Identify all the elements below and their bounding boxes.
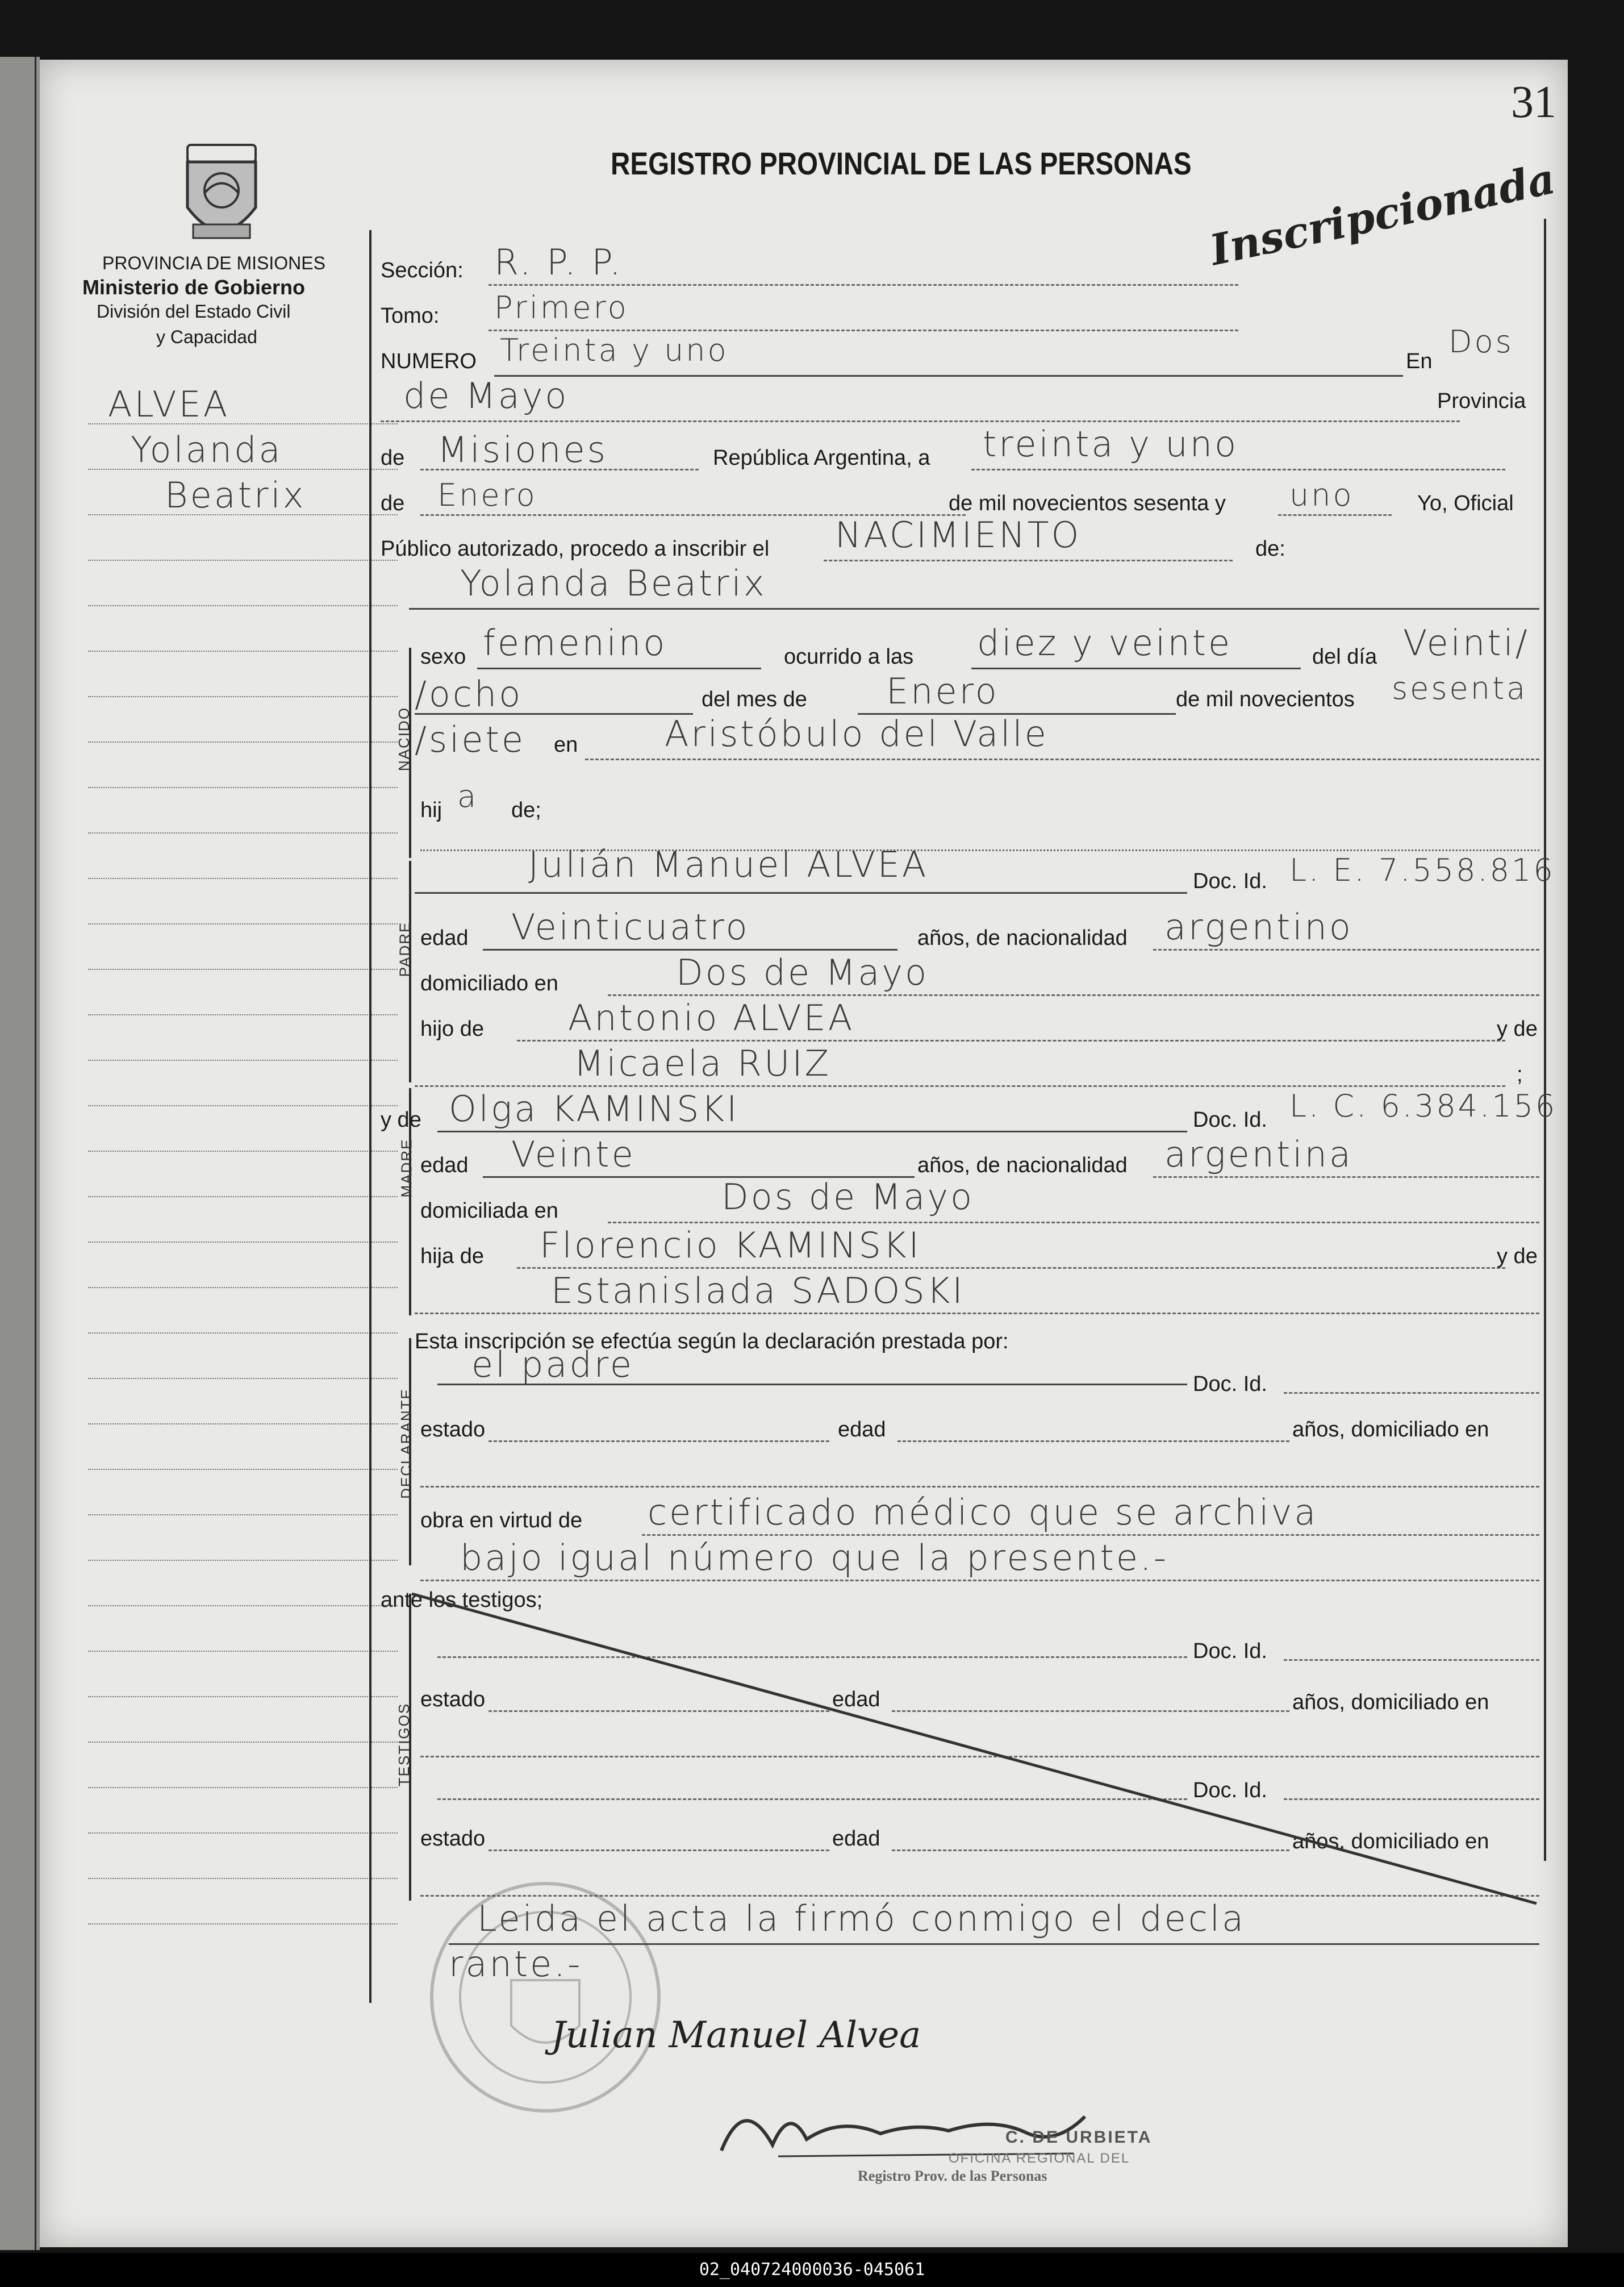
margin-rule	[88, 1787, 398, 1788]
value-seccion: R. P. P.	[494, 241, 623, 283]
value-lugar-nac: Aristóbulo del Valle	[665, 713, 1049, 755]
margin-rule	[88, 787, 398, 788]
line-madre	[437, 1131, 1187, 1132]
void-diagonal-line	[412, 1594, 1548, 1878]
value-hij-suffix: a	[457, 778, 479, 814]
line-padre-edad	[483, 949, 897, 951]
margin-rule	[88, 1423, 398, 1424]
value-madre: Olga KAMINSKI	[449, 1088, 740, 1130]
label-testigo-1-estado: estado	[420, 1688, 486, 1711]
line-nombre	[409, 608, 1539, 610]
side-label-madre: MADRE	[398, 1138, 415, 1198]
line-acto	[824, 560, 1233, 561]
line-tomo	[489, 330, 1238, 331]
margin-rule	[88, 696, 398, 697]
label-de-provincia: de	[381, 446, 405, 470]
line-declarante-edad	[897, 1440, 1289, 1442]
line-seccion	[489, 284, 1238, 286]
margin-rule	[88, 1060, 398, 1061]
main-frame-left	[369, 230, 371, 2003]
label-madre-dom: domiciliada en	[420, 1199, 558, 1223]
margin-rule	[88, 878, 398, 879]
label-padre-dom: domiciliado en	[420, 972, 558, 995]
line-dia	[971, 469, 1505, 470]
label-testigo-2-doc: Doc. Id.	[1193, 1778, 1267, 1802]
official-office-line-2: Registro Prov. de las Personas	[858, 2168, 1047, 2184]
label-de-mes: de	[381, 491, 405, 515]
value-cierre-2: rante.-	[449, 1943, 583, 1985]
label-testigo-1-doc: Doc. Id.	[1193, 1639, 1267, 1663]
line-sexo	[477, 668, 761, 669]
value-dia-nac-1: Veinti/	[1403, 622, 1530, 664]
value-numero: Treinta y uno	[500, 332, 729, 368]
label-testigo-1-edad: edad	[832, 1688, 880, 1711]
label-de-mil-sesenta: de mil novecientos sesenta y	[949, 491, 1226, 515]
value-padre-doc: L. E. 7.558.816	[1289, 852, 1555, 888]
label-madre-hija: hija de	[420, 1244, 484, 1268]
value-lugar: de Mayo	[403, 375, 569, 416]
margin-rule	[88, 1469, 398, 1470]
value-en: Dos	[1448, 324, 1514, 360]
page-number: 31	[1511, 77, 1556, 127]
line-padre	[415, 892, 1187, 894]
label-declarante-anios: años, domiciliado en	[1292, 1418, 1489, 1442]
registered-stamp-handwriting: Inscripcionada	[1205, 154, 1560, 276]
label-de-padres: de;	[511, 798, 541, 822]
label-madre-y-de: y de	[381, 1108, 421, 1132]
margin-rule	[88, 1742, 398, 1743]
label-madre-anios: años, de nacionalidad	[917, 1153, 1128, 1177]
label-tomo: Tomo:	[381, 304, 440, 328]
value-obra-1: certificado médico que se archiva	[648, 1492, 1318, 1533]
label-del-mes: del mes de	[702, 688, 807, 711]
official-name: C. DE URBIETA	[1005, 2128, 1153, 2147]
margin-rule	[88, 1105, 398, 1106]
value-madre-madre: Estanislada SADOSKI	[551, 1270, 965, 1311]
label-republica: República Argentina, a	[713, 446, 930, 470]
label-testigo-2-estado: estado	[420, 1827, 486, 1851]
margin-rule	[88, 741, 398, 743]
value-hora: diez y veinte	[977, 622, 1233, 664]
official-seal-icon	[426, 1878, 665, 2117]
scan-id-footer: 02_040724000036-045061	[0, 2253, 1624, 2287]
margin-rule	[88, 514, 398, 515]
line-declarante-dom	[420, 1486, 1539, 1488]
value-padre-dom: Dos de Mayo	[676, 952, 929, 993]
label-yo-oficial: Yo, Oficial	[1417, 491, 1514, 515]
label-provincia: Provincia	[1437, 389, 1526, 413]
line-lugar	[381, 420, 1460, 422]
label-testigo-1-anios: años, domiciliado en	[1292, 1690, 1489, 1714]
label-en-lugar: en	[554, 733, 578, 757]
value-provincia: Misiones	[437, 429, 608, 470]
line-padre-nac	[1153, 949, 1539, 951]
value-dia-nac-2: /ocho	[415, 673, 523, 715]
margin-rule	[88, 560, 398, 561]
label-declarante-doc: Doc. Id.	[1193, 1372, 1267, 1396]
declarant-signature: Julian Manuel Alvea	[551, 2014, 921, 2056]
label-declarante-edad: edad	[838, 1418, 886, 1442]
margin-rule	[88, 1696, 398, 1697]
line-lugar-nac	[585, 759, 1539, 760]
line-obra-1	[642, 1534, 1539, 1536]
margin-second-name: Beatrix	[165, 474, 306, 516]
value-cierre-1: Leida el acta la firmó conmigo el decla	[477, 1898, 1246, 1939]
line-madre-dom	[608, 1222, 1539, 1223]
label-sexo: sexo	[420, 645, 466, 669]
label-testigo-2-anios: años, domiciliado en	[1292, 1830, 1489, 1853]
margin-rule	[88, 1242, 398, 1243]
facing-page-edge	[0, 57, 40, 2250]
value-anio: uno	[1289, 477, 1354, 513]
line-obra-2	[420, 1580, 1539, 1581]
document-page	[40, 60, 1568, 2247]
label-padre-edad: edad	[420, 926, 469, 950]
value-madre-padre: Florencio KAMINSKI	[540, 1224, 921, 1266]
value-mes: Enero	[437, 477, 537, 513]
value-anio-nac-2: /siete	[415, 719, 526, 760]
value-tomo: Primero	[494, 290, 629, 326]
margin-rule	[88, 969, 398, 970]
line-padre-dom	[608, 994, 1539, 996]
margin-rule	[88, 832, 398, 834]
margin-rule	[88, 469, 398, 470]
label-padre-doc: Doc. Id.	[1193, 869, 1267, 893]
line-declarante-doc	[1284, 1392, 1539, 1394]
coat-of-arms-icon	[176, 139, 267, 247]
margin-rule	[88, 1014, 398, 1015]
margin-rule	[88, 923, 398, 924]
margin-rule	[88, 1560, 398, 1561]
issuer-line-1: PROVINCIA DE MISIONES	[102, 253, 325, 273]
value-madre-nac: argentina	[1164, 1134, 1353, 1175]
line-dia-nac	[415, 713, 693, 715]
label-padre-anios: años, de nacionalidad	[917, 926, 1128, 950]
margin-rule	[88, 1378, 398, 1379]
side-label-padre: PADRE	[396, 921, 414, 977]
margin-rule	[88, 1651, 398, 1652]
margin-rule	[88, 423, 398, 424]
value-madre-dom: Dos de Mayo	[721, 1176, 975, 1218]
value-obra-2: bajo igual número que la presente.-	[460, 1537, 1169, 1578]
label-padre-y-de: y de	[1497, 1017, 1538, 1041]
value-padre-nac: argentino	[1164, 906, 1353, 948]
label-madre-doc: Doc. Id.	[1193, 1108, 1267, 1132]
margin-first-name: Yolanda	[131, 429, 283, 470]
line-hora	[971, 668, 1301, 669]
line-numero	[494, 375, 1403, 377]
line-anio	[1278, 514, 1392, 516]
label-en: En	[1406, 349, 1433, 373]
line-madre-padre	[517, 1267, 1505, 1269]
margin-rule	[88, 1287, 398, 1288]
value-anio-nac-1: sesenta	[1392, 670, 1528, 706]
value-padre: Julián Manuel ALVEA	[528, 844, 929, 885]
label-obra: obra en virtud de	[420, 1509, 583, 1532]
margin-rule	[88, 1832, 398, 1834]
label-del-dia: del día	[1312, 645, 1377, 669]
issuer-line-2: Ministerio de Gobierno	[82, 276, 306, 299]
label-seccion: Sección:	[381, 259, 464, 282]
side-label-nacido: NACIDO	[395, 706, 413, 772]
document-heading: REGISTRO PROVINCIAL DE LAS PERSONAS	[611, 145, 1192, 181]
label-de-mil: de mil novecientos	[1176, 688, 1355, 711]
label-ante: ante los testigos;	[381, 1588, 543, 1612]
line-madre-madre	[415, 1313, 1539, 1314]
value-madre-doc: L. C. 6.384.156	[1289, 1088, 1558, 1124]
margin-rule	[88, 605, 398, 606]
line-madre-nac	[1153, 1176, 1539, 1178]
label-hij: hij	[420, 798, 442, 822]
label-numero: NUMERO	[381, 349, 477, 373]
value-padre-padre: Antonio ALVEA	[568, 997, 855, 1039]
value-acto: NACIMIENTO	[835, 514, 1082, 556]
value-padre-madre: Micaela RUIZ	[574, 1043, 832, 1084]
label-padre-semicolon: ;	[1517, 1063, 1523, 1086]
label-madre-y-de-2: y de	[1497, 1244, 1538, 1268]
label-padre-hijo: hijo de	[420, 1017, 484, 1041]
label-publico: Público autorizado, procedo a inscribir el	[381, 537, 770, 561]
label-ocurrido: ocurrido a las	[784, 645, 914, 669]
official-office-line-1: OFICINA REGIONAL DEL	[949, 2151, 1130, 2166]
margin-rule	[88, 1332, 398, 1334]
margin-rule	[88, 1196, 398, 1197]
label-de-colon: de:	[1255, 537, 1285, 561]
value-madre-edad: Veinte	[511, 1134, 636, 1175]
margin-rule	[88, 651, 398, 652]
label-declarante-estado: estado	[420, 1418, 486, 1442]
value-mes-nac: Enero	[886, 670, 999, 712]
margin-rule	[88, 1151, 398, 1152]
line-padre-padre	[517, 1040, 1505, 1042]
value-padre-edad: Veinticuatro	[511, 906, 750, 948]
label-inscripcion: Esta inscripción se efectúa según la declaración prestada por:	[415, 1330, 1009, 1353]
value-declarante: el padre	[471, 1344, 634, 1385]
side-label-testigos: TESTIGOS	[395, 1702, 413, 1787]
margin-surname: ALVEA	[108, 384, 230, 425]
margin-rule	[88, 1605, 398, 1606]
label-testigo-2-edad: edad	[832, 1827, 880, 1851]
line-padre-madre	[415, 1085, 1505, 1087]
line-declarante-estado	[489, 1440, 829, 1442]
side-label-declarante: DECLARANTE	[397, 1388, 415, 1499]
value-sexo: femenino	[483, 622, 667, 664]
margin-rule	[88, 1878, 398, 1879]
value-nombre: Yolanda Beatrix	[460, 563, 767, 604]
margin-rule	[88, 1514, 398, 1515]
issuer-line-4: y Capacidad	[156, 327, 257, 347]
label-madre-edad: edad	[420, 1153, 469, 1177]
value-dia: treinta y uno	[983, 423, 1239, 465]
margin-rule	[88, 1923, 398, 1924]
issuer-line-3: División del Estado Civil	[97, 301, 291, 322]
